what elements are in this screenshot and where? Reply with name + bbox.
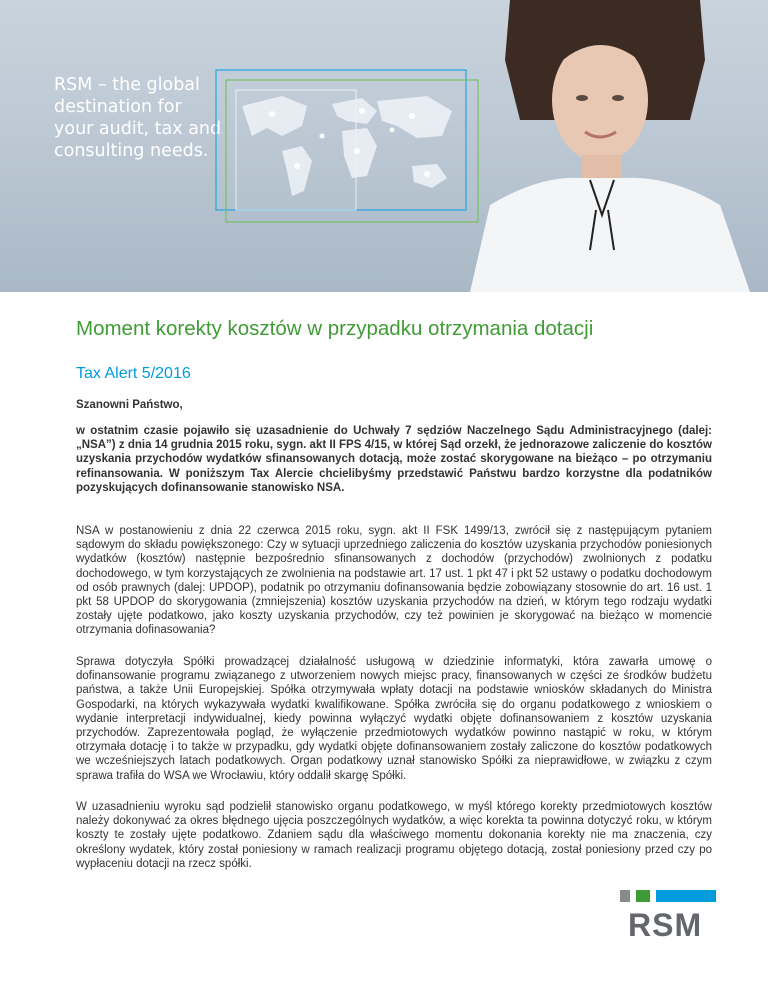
hero-banner — [0, 0, 768, 292]
greeting: Szanowni Państwo, — [76, 399, 183, 411]
body-paragraph: NSA w postanowieniu z dnia 22 czerwca 2015 roku, sygn. akt II FSK 1499/13, zwrócił się z następującym pytaniem sądowym do składu powiększonego: Czy w sytuacji uprzedniego zaliczenia do kosztów uzyskania przychodów poniesionych wydatków (kosztów) następnie bezpośrednio sfinansowanych z dochodów (przychodów) zwolnionych z podatku dochodowego, w tym korzystających ze zwolnienia na podstawie art. 17 ust. 1 pkt 47 i pkt 52 ustawy o podatku dochodowym od osób prawnych (dalej: UPDOP), podatnik po otrzymaniu dofinansowania będzie zobowiązany stosownie do art. 16 ust. 1 pkt 58 UPDOP do skorygowania (zmniejszenia) kosztów uzyskania przychodów na dzień, w którym tego rodzaju wydatki zostały ujęte podatkowo, jako koszty uzyskania przychodów, czy też powinien je skorygować na bieżąco w momencie otrzymania dofinasowania? — [76, 525, 712, 637]
lead-paragraph: w ostatnim czasie pojawiło się uzasadnienie do Uchwały 7 sędziów Naczelnego Sądu Administracyjnego (dalej: „NSA”) z dnia 14 grudnia 2015 roku, sygn. akt II FPS 4/15, w której Sąd orzekł, że jednorazowe zaliczenie do kosztów uzyskania przychodów wydatków sfinansowanych dotacją, może zostać skorygowane na bieżąco – po otrzymaniu refinansowania. W poniższym Tax Alercie chcielibyśmy przedstawić Państwu bardzo korzystne dla podatników pozyskujących dofinansowanie stanowisko NSA. — [76, 425, 712, 494]
article-title: Moment korekty kosztów w przypadku otrzymania dotacji — [76, 317, 594, 340]
logo-squares-icon — [620, 890, 716, 902]
hero-tagline: RSM – the global destination for your audit, tax and consulting needs. — [54, 75, 222, 161]
woman-portrait-illustration — [450, 0, 768, 292]
world-map-graphic — [212, 66, 482, 226]
logo-text: RSM — [628, 907, 703, 943]
body-paragraph: Sprawa dotyczyła Spółki prowadzącej działalność usługową w dziedzinie informatyki, która zawarła umowę o dofinansowanie programu związanego z utworzeniem nowych miejsc pracy, finansowanych w części ze środków budżetu państwa, a także Unii Europejskiej. Spółka otrzymywała wpłaty dotacji na podstawie wniosków składanych do Ministra Gospodarki, na których wykazywała wydatki kwalifikowane. Spółka zwróciła się do organu podatkowego z wnioskiem o wydanie interpretacji indywidualnej, kiedy powinna wyłączyć wydatki objęte dofinansowaniem z kosztów uzyskania przychodów. Zaprezentowała pogląd, że wyłączenie przedmiotowych wydatków powinno nastąpić w roku, w którym otrzymała dotację i to także w przypadku, gdy wydatki objęte dofinansowaniem zostały zaliczone do kosztów podatkowych we wcześniejszych latach podatkowych. Organ podatkowy uznał stanowisko Spółki za nieprawidłowe, w związku z czym sprawa trafiła do WSA we Wrocławiu, który oddalił skargę Spółki. — [76, 656, 712, 782]
article-subtitle: Tax Alert 5/2016 — [76, 365, 191, 382]
rsm-logo — [620, 890, 716, 956]
body-paragraph: W uzasadnieniu wyroku sąd podzielił stanowisko organu podatkowego, w myśl którego korekty przedmiotowych kosztów należy dokonywać za okres błędnego ujęcia poszczególnych wydatków, a więc korekta ta powinna dotyczyć roku, w którym koszty te zostały ujęte podatkowo. Zdaniem sądu dla właściwego momentu dokonania korekty nie ma znaczenia, czy określony wydatek, który został poniesiony w ramach realizacji programu objętego dotacją, został poniesiony przed czy po wypłaceniu dotacji na rzecz spółki. — [76, 801, 712, 870]
